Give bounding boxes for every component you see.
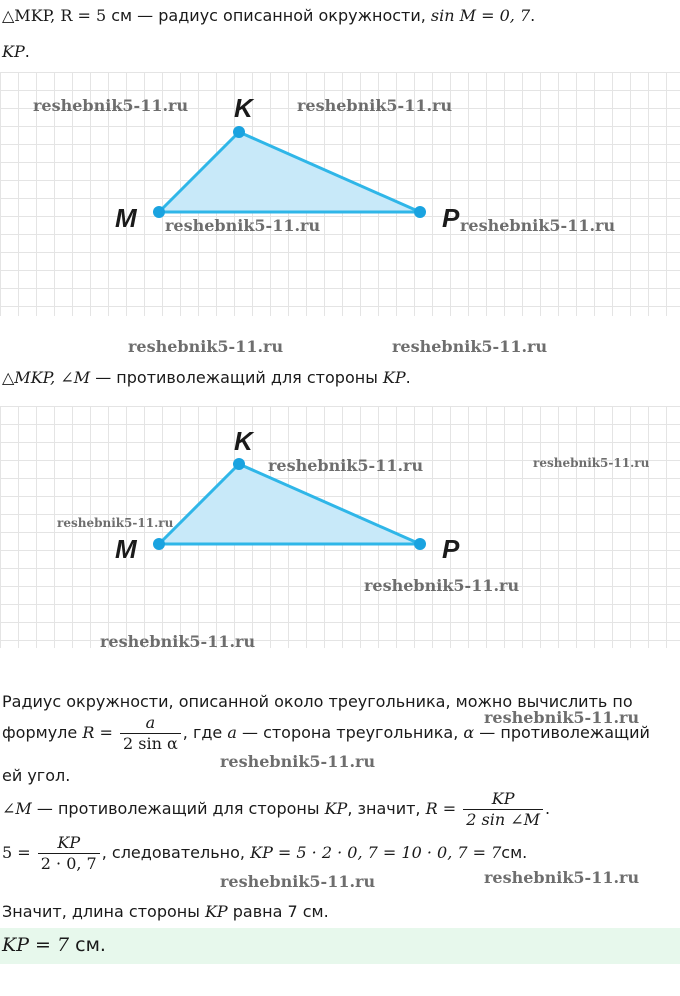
side-kp: KP — [204, 902, 228, 921]
watermark: reshebnik5-11.ru — [33, 96, 189, 115]
formula-fraction — [120, 714, 181, 753]
watermark: reshebnik5-11.ru — [100, 632, 256, 651]
formula-mid: , где — [182, 723, 228, 742]
formula-fraction — [463, 790, 543, 829]
watermark: reshebnik5-11.ru — [364, 576, 520, 595]
solution-paragraph-3: ей угол. — [2, 766, 71, 785]
calc-lhs: 5 = — [2, 843, 31, 862]
figure-1-grid — [0, 72, 680, 316]
vertex-m-dot — [153, 206, 165, 218]
triangle-mkp — [159, 464, 420, 544]
mid-text: , значит, — [347, 799, 426, 818]
question-kp: KP — [2, 42, 25, 61]
angle-m: ∠M — [2, 799, 32, 818]
formula-pre: формуле — [2, 723, 83, 742]
period: . — [24, 42, 30, 61]
vertex-k-dot — [233, 126, 245, 138]
triangle-given: △MKP, R = 5 — [2, 6, 107, 25]
fraction-numerator: KP — [57, 833, 81, 852]
angle-statement — [2, 368, 411, 387]
fraction-numerator: a — [145, 713, 156, 732]
answer-math: KP = 7 — [2, 934, 70, 956]
formula-lhs: R = — [82, 723, 113, 742]
vertex-p-label: P — [442, 203, 460, 233]
problem-statement — [2, 6, 535, 25]
solution-angle-formula — [2, 790, 550, 829]
vertex-m-dot — [153, 538, 165, 550]
angle-text: — противолежащий для стороны — [31, 799, 325, 818]
watermark: reshebnik5-11.ru — [220, 872, 376, 891]
vertex-m-label: M — [115, 203, 137, 233]
fraction-denominator: 2 · 0, 7 — [38, 853, 100, 873]
watermark: reshebnik5-11.ru — [220, 752, 376, 771]
formula-text: — сторона треугольника, — [236, 723, 464, 742]
watermark: reshebnik5-11.ru — [297, 96, 453, 115]
fraction-denominator: 2 sin α — [120, 733, 181, 753]
formula-lhs: R = — [425, 799, 457, 818]
period: . — [530, 6, 536, 25]
radius-text: см — радиус описанной окружности, — [106, 6, 431, 25]
solution-conclusion — [2, 902, 329, 921]
calc-unit: см. — [501, 843, 528, 862]
solution-paragraph-1: Радиус окружности, описанной около треугольника, можно вычислить по — [2, 692, 633, 711]
vertex-k-label: K — [234, 426, 253, 456]
formula-tail: — противолежащий — [474, 723, 650, 742]
answer-line — [2, 934, 106, 956]
figure-2-grid — [0, 406, 680, 651]
period: . — [405, 368, 411, 387]
fraction-numerator: KP — [491, 789, 515, 808]
vertex-p-dot — [414, 206, 426, 218]
calc-equation: KP = 5 · 2 · 0, 7 = 10 · 0, 7 = 7 — [250, 843, 502, 862]
sin-given: sin M = 0, 7 — [430, 6, 531, 25]
angle-text: — противолежащий для стороны — [90, 368, 383, 387]
angle-math: △MKP, ∠M — [2, 368, 91, 387]
side-kp: KP — [382, 368, 406, 387]
watermark: reshebnik5-11.ru — [533, 456, 650, 470]
watermark: reshebnik5-11.ru — [268, 456, 424, 475]
watermark: reshebnik5-11.ru — [57, 516, 174, 530]
watermark: reshebnik5-11.ru — [128, 337, 284, 356]
triangle-mkp — [159, 132, 420, 212]
vertex-m-label: M — [115, 534, 137, 564]
solution-calculation — [2, 834, 527, 873]
calc-fraction — [38, 834, 100, 873]
watermark: reshebnik5-11.ru — [484, 708, 640, 727]
watermark: reshebnik5-11.ru — [460, 216, 616, 235]
watermark: reshebnik5-11.ru — [392, 337, 548, 356]
vertex-p-label: P — [442, 534, 460, 564]
period: . — [545, 799, 551, 818]
answer-unit: см. — [69, 934, 106, 956]
watermark: reshebnik5-11.ru — [484, 868, 640, 887]
vertex-k-label: K — [234, 93, 253, 123]
problem-question — [2, 42, 30, 61]
side-kp: KP — [324, 799, 348, 818]
fraction-denominator: 2 sin ∠M — [463, 809, 543, 829]
calc-mid: , следовательно, — [101, 843, 251, 862]
watermark: reshebnik5-11.ru — [165, 216, 321, 235]
conclusion-post: равна 7 см. — [227, 902, 329, 921]
conclusion-pre: Значит, длина стороны — [2, 902, 205, 921]
var-a: a — [227, 723, 237, 742]
vertex-p-dot — [414, 538, 426, 550]
var-alpha: α — [463, 723, 475, 742]
vertex-k-dot — [233, 458, 245, 470]
